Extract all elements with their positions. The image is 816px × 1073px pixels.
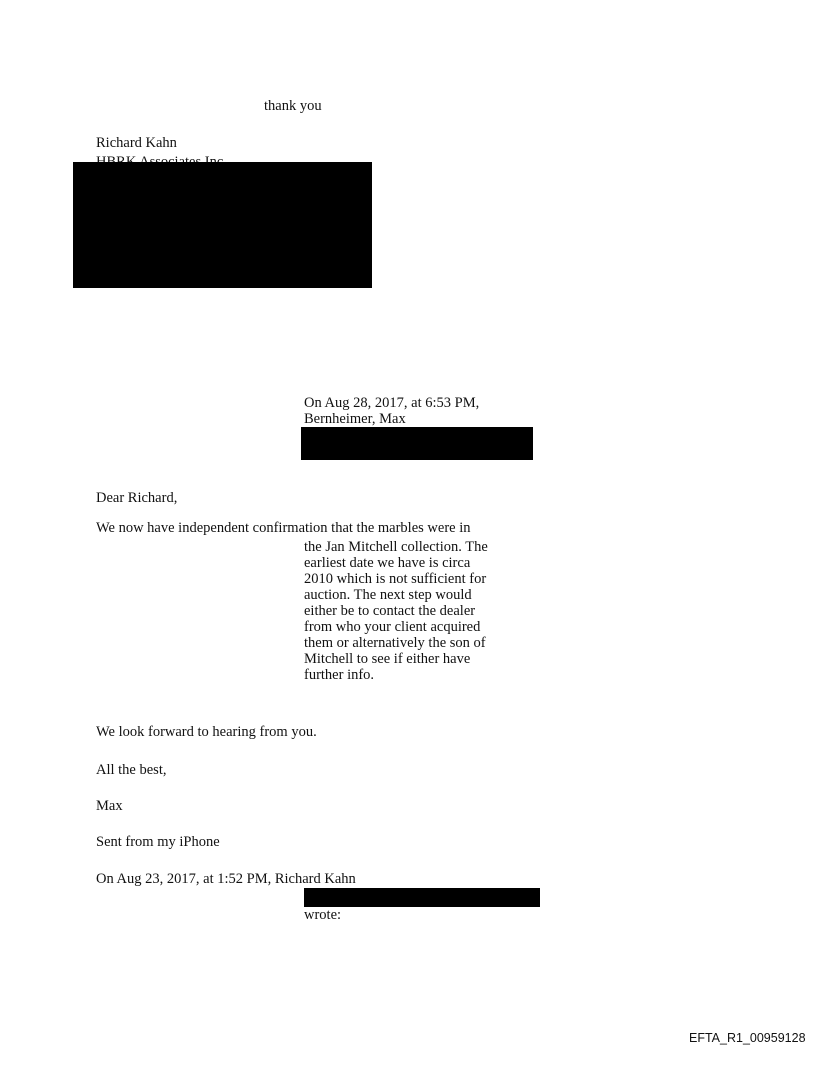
paragraph-line: earliest date we have is circa xyxy=(304,555,471,571)
sign-off: All the best, xyxy=(96,762,167,778)
paragraph-line: either be to contact the dealer xyxy=(304,603,476,619)
quoted-header-2-line1: On Aug 23, 2017, at 1:52 PM, Richard Kahn xyxy=(96,871,356,887)
paragraph-continuation xyxy=(304,539,488,683)
greeting: Dear Richard, xyxy=(96,490,178,506)
quoted-header-1-line2: Bernheimer, Max xyxy=(304,411,406,427)
document-id: EFTA_R1_00959128 xyxy=(689,1031,806,1045)
reply-body: thank you xyxy=(264,98,322,114)
paragraph-line: Mitchell to see if either have xyxy=(304,651,471,667)
paragraph-first-line: We now have independent confirmation that the marbles were in xyxy=(96,520,471,536)
paragraph-line: further info. xyxy=(304,667,375,683)
paragraph-line: from who your client acquired xyxy=(304,619,481,635)
signature-name: Richard Kahn xyxy=(96,135,177,151)
redaction-box-email-1 xyxy=(301,427,533,460)
quoted-header-1-line1: On Aug 28, 2017, at 6:53 PM, xyxy=(304,395,480,411)
sender-name: Max xyxy=(96,798,123,814)
paragraph-line: them or alternatively the son of xyxy=(304,635,486,651)
paragraph-line: the Jan Mitchell collection. The xyxy=(304,539,488,555)
redaction-box-signature xyxy=(73,162,372,288)
signature-company xyxy=(96,154,227,162)
closing-line: We look forward to hearing from you. xyxy=(96,724,317,740)
sent-from: Sent from my iPhone xyxy=(96,834,220,850)
paragraph-line: auction. The next step would xyxy=(304,587,472,603)
quoted-header-2-wrote: wrote: xyxy=(304,907,342,923)
paragraph-line: 2010 which is not sufficient for xyxy=(304,571,487,587)
redaction-box-email-2 xyxy=(304,888,540,907)
quoted-header-1 xyxy=(304,395,479,427)
